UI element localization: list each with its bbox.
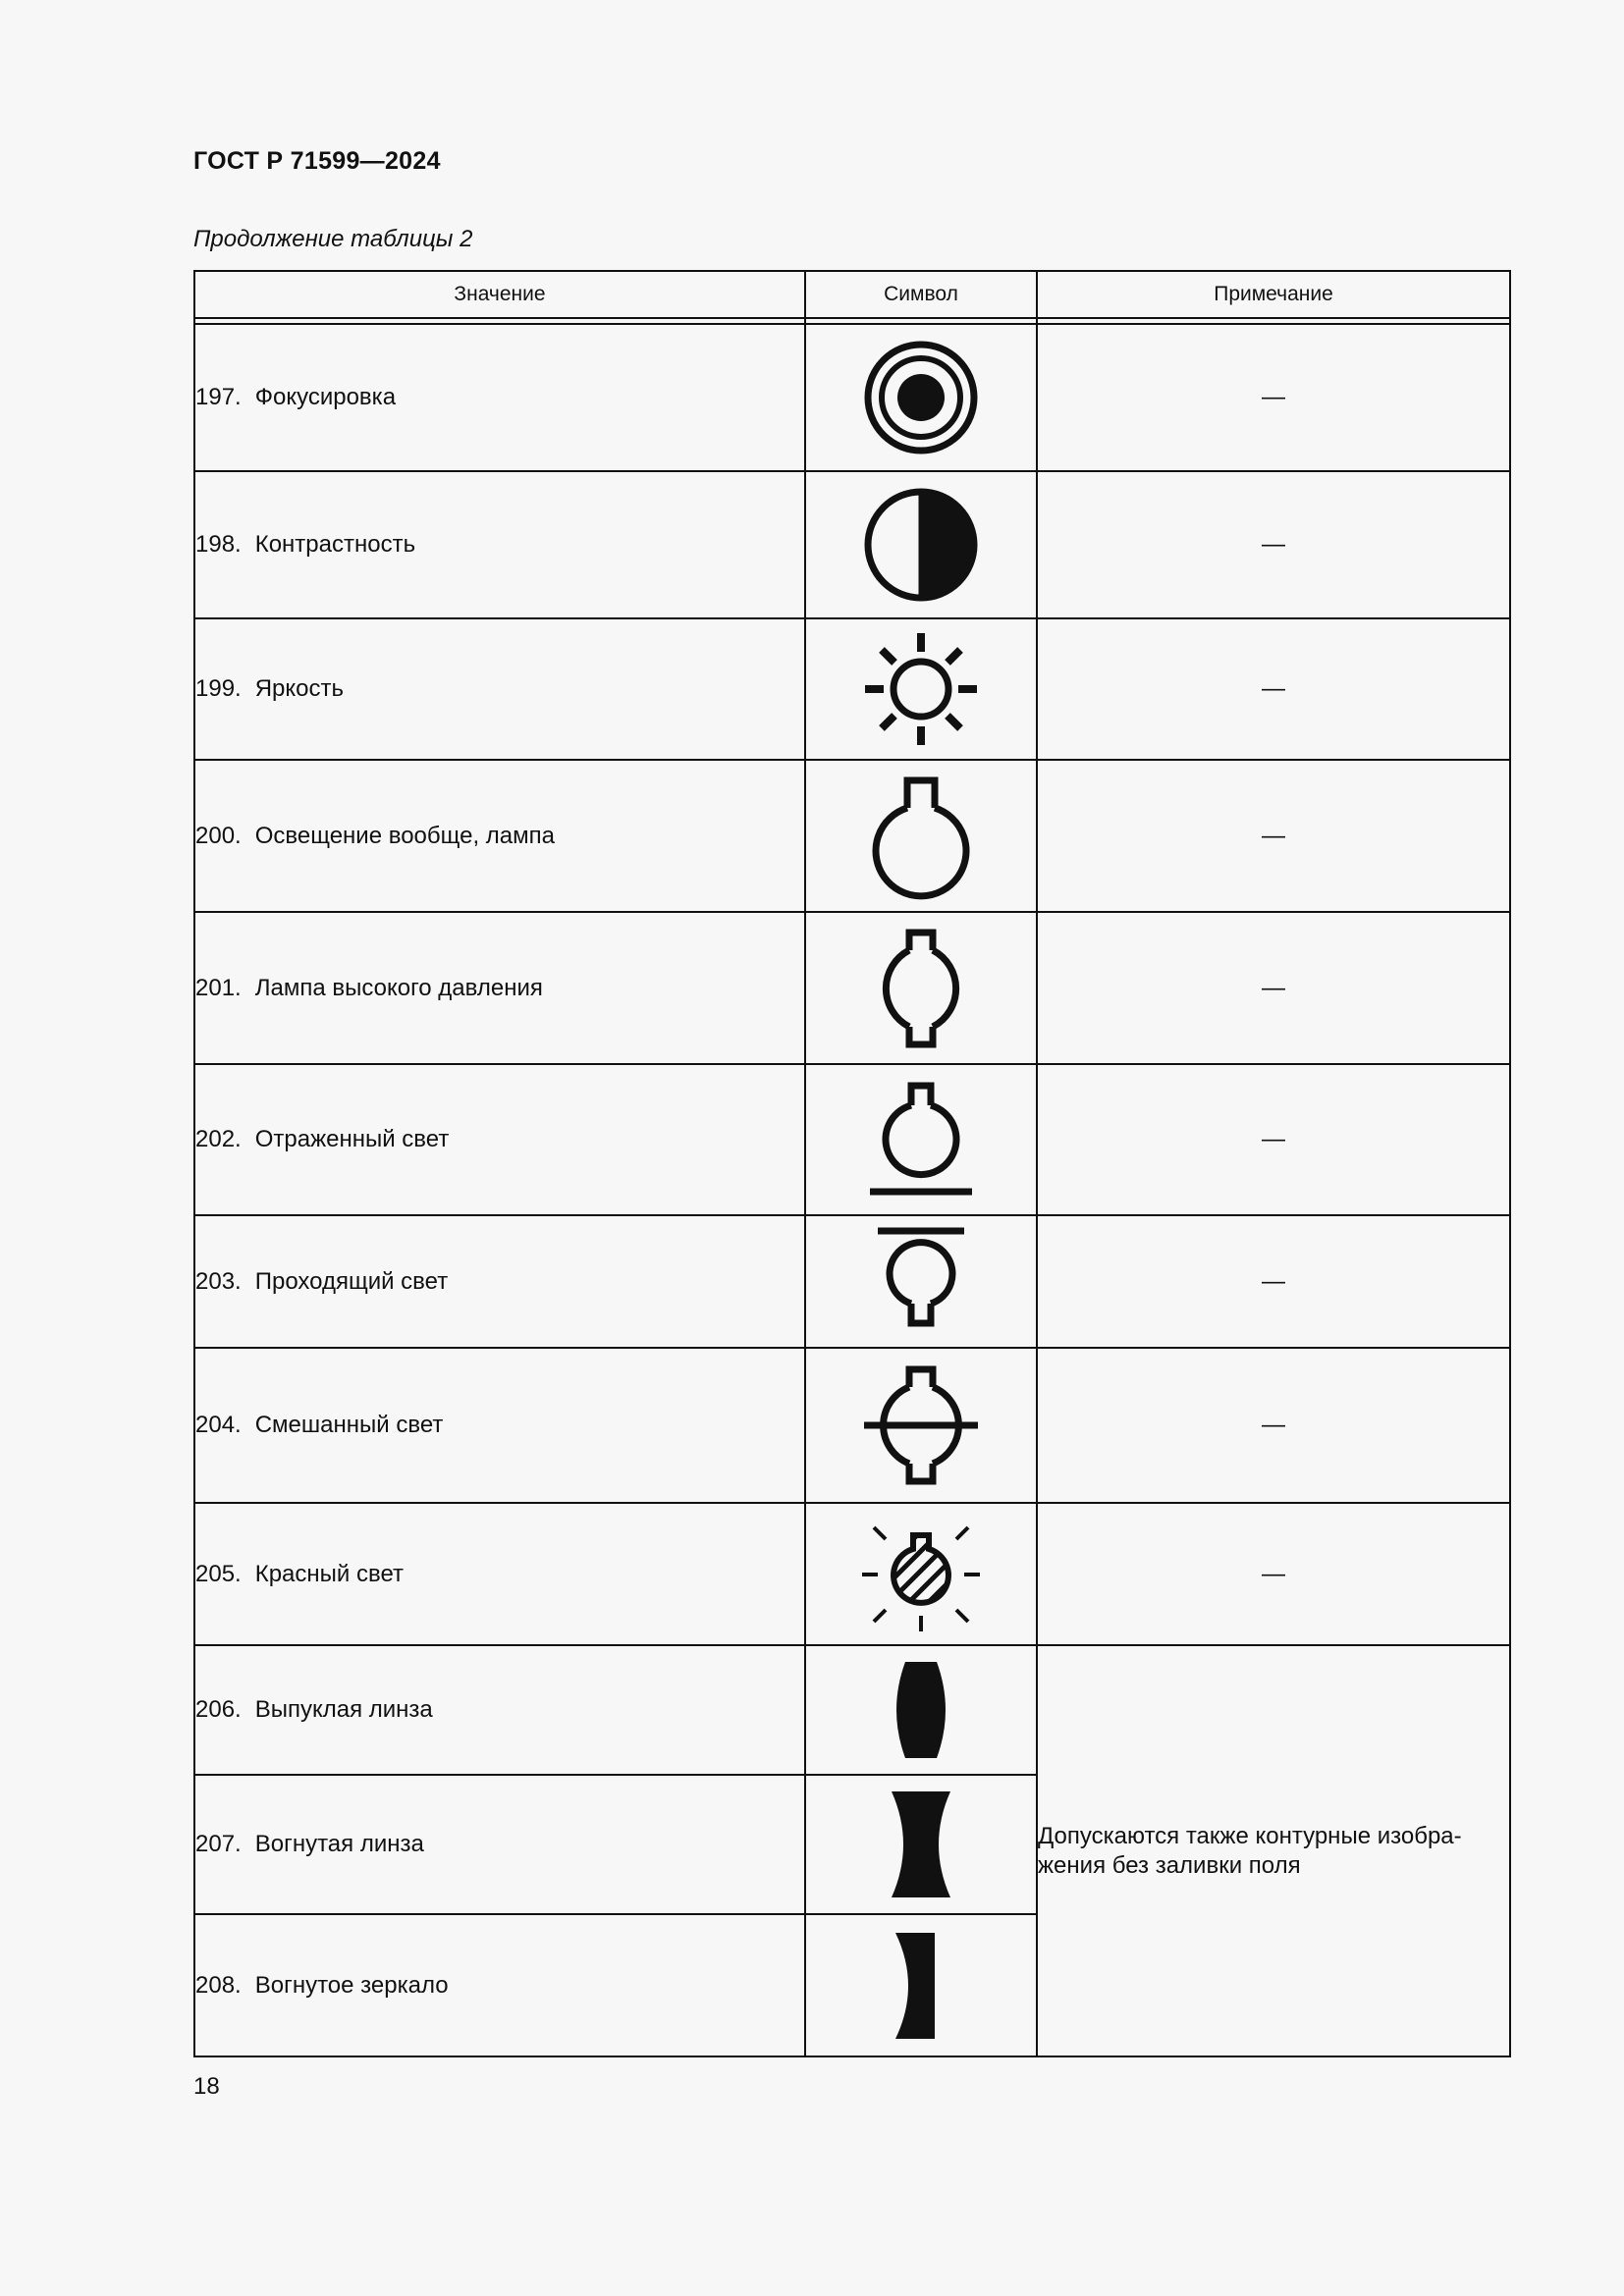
row-label: Вогнутая линза	[254, 1831, 424, 1857]
row-label: Проходящий свет	[254, 1267, 449, 1295]
symbol-cell	[805, 324, 1037, 471]
row-number: 199.	[195, 675, 242, 702]
row-number: 203.	[195, 1267, 242, 1295]
row-label: Красный свет	[254, 1560, 404, 1587]
note-cell: —	[1037, 1348, 1510, 1503]
high-pressure-lamp-icon	[862, 925, 980, 1052]
mixed-light-icon	[860, 1362, 982, 1489]
table-row	[194, 471, 1510, 618]
value-cell	[194, 618, 805, 760]
row-number: 205.	[195, 1560, 242, 1587]
symbol-cell	[805, 471, 1037, 618]
symbol-cell	[805, 1914, 1037, 2056]
focus-icon	[862, 339, 980, 456]
column-header-note: Примечание	[1037, 271, 1510, 318]
row-label: Отраженный свет	[254, 1126, 450, 1152]
table-row	[194, 760, 1510, 912]
note-cell: —	[1037, 1064, 1510, 1215]
note-cell: —	[1037, 1215, 1510, 1348]
table-row	[194, 1348, 1510, 1503]
concave-lens-icon	[882, 1786, 960, 1903]
value-cell	[194, 760, 805, 912]
table-row	[194, 1064, 1510, 1215]
symbol-cell	[805, 912, 1037, 1064]
table-row	[194, 324, 1510, 471]
table-row	[194, 1503, 1510, 1645]
row-label: Выпуклая линза	[254, 1696, 433, 1723]
row-label: Смешанный свет	[254, 1412, 444, 1438]
note-cell: —	[1037, 618, 1510, 760]
table-header-row	[194, 271, 1510, 318]
row-number: 207.	[195, 1831, 242, 1857]
row-label: Лампа высокого давления	[254, 974, 543, 1001]
note-cell: —	[1037, 324, 1510, 471]
row-number: 202.	[195, 1126, 242, 1152]
brightness-icon	[862, 630, 980, 748]
symbol-cell	[805, 1348, 1037, 1503]
value-cell	[194, 1645, 805, 1775]
row-number: 197.	[195, 384, 242, 410]
row-number: 206.	[195, 1696, 242, 1723]
merged-note-cell: Допускаются также контурные изобра-жения без заливки поля	[1037, 1645, 1510, 2056]
concave-mirror-icon	[882, 1927, 960, 2045]
row-number: 200.	[195, 822, 242, 849]
row-label: Освещение вообще, лампа	[254, 822, 555, 849]
transmitted-light-icon	[862, 1223, 980, 1341]
table-row	[194, 1215, 1510, 1348]
symbol-cell	[805, 1503, 1037, 1645]
note-cell: —	[1037, 912, 1510, 1064]
row-label: Вогнутое зеркало	[254, 1971, 449, 1999]
row-number: 204.	[195, 1412, 242, 1438]
value-cell	[194, 471, 805, 618]
row-label: Контрастность	[254, 531, 416, 558]
table-row	[194, 912, 1510, 1064]
value-cell	[194, 1064, 805, 1215]
contrast-icon	[862, 486, 980, 604]
column-header-symbol: Символ	[805, 271, 1037, 318]
note-cell: —	[1037, 471, 1510, 618]
table-row	[194, 618, 1510, 760]
row-number: 208.	[195, 1971, 242, 1999]
reflected-light-icon	[862, 1076, 980, 1203]
symbol-cell	[805, 1215, 1037, 1348]
row-label: Фокусировка	[254, 384, 397, 410]
table-caption: Продолжение таблицы 2	[193, 226, 473, 252]
row-label: Яркость	[254, 675, 345, 702]
symbol-cell	[805, 760, 1037, 912]
value-cell	[194, 912, 805, 1064]
symbol-cell	[805, 1775, 1037, 1914]
red-light-icon	[860, 1514, 982, 1635]
column-header-value: Значение	[194, 271, 805, 318]
row-number: 201.	[195, 974, 242, 1001]
value-cell	[194, 1775, 805, 1914]
value-cell	[194, 1914, 805, 2056]
note-cell: —	[1037, 1503, 1510, 1645]
note-cell: —	[1037, 760, 1510, 912]
document-title: ГОСТ Р 71599—2024	[193, 147, 441, 175]
lamp-icon	[862, 773, 980, 900]
symbol-cell	[805, 618, 1037, 760]
table-row	[194, 1645, 1510, 1775]
symbol-cell	[805, 1064, 1037, 1215]
page-number: 18	[193, 2073, 220, 2100]
symbols-table	[193, 270, 1511, 2057]
value-cell	[194, 324, 805, 471]
value-cell	[194, 1215, 805, 1348]
symbol-cell	[805, 1645, 1037, 1775]
convex-lens-icon	[882, 1656, 960, 1764]
value-cell	[194, 1503, 805, 1645]
value-cell	[194, 1348, 805, 1503]
row-number: 198.	[195, 531, 242, 558]
